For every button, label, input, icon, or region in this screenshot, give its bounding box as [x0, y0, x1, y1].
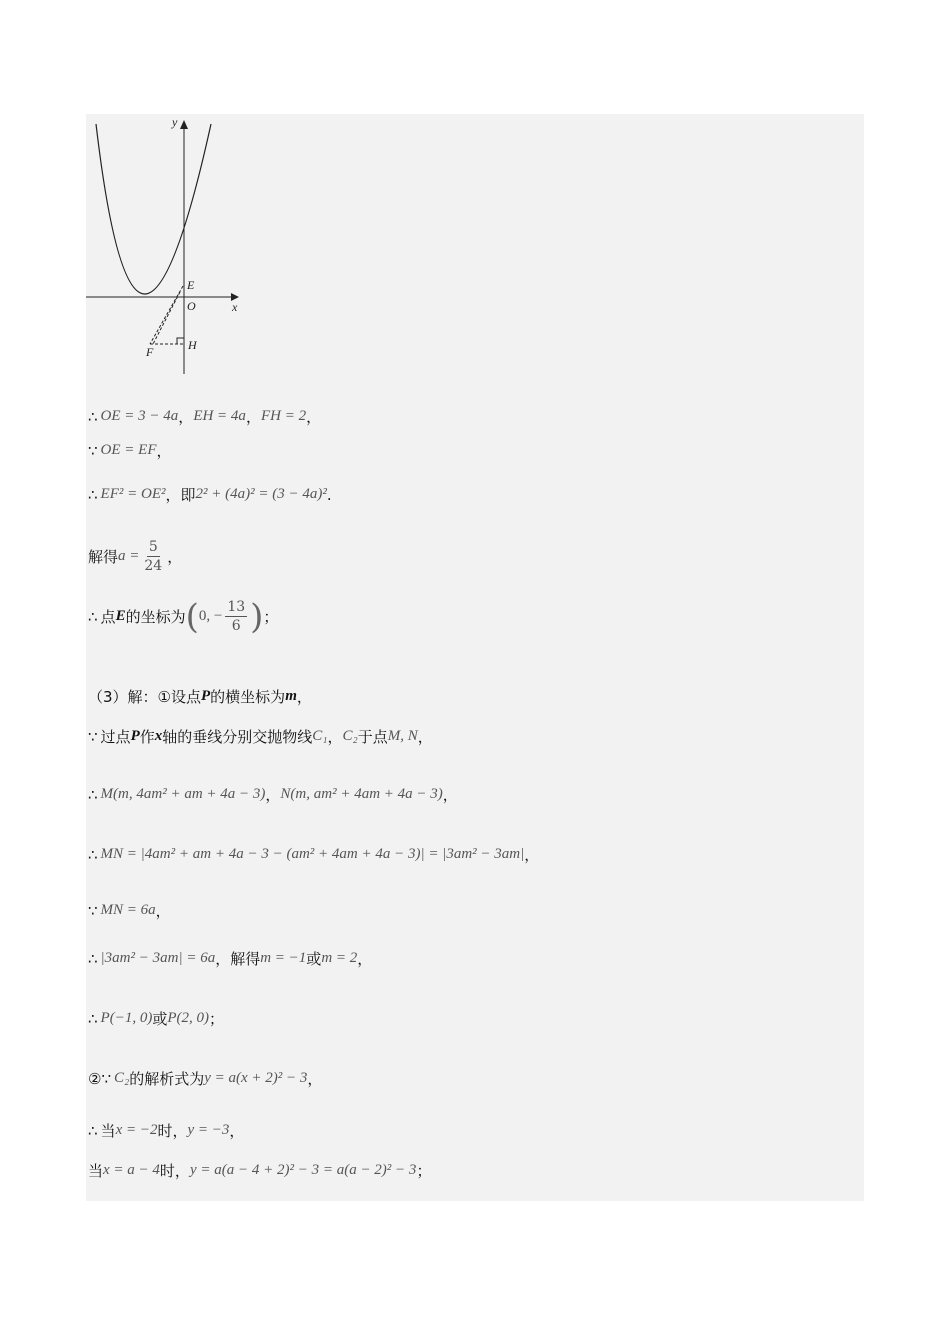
line-14 — [88, 1120, 244, 1141]
text-chuixian: 轴的垂线分别交抛物线 — [162, 728, 313, 746]
math-y-neg3: y = −3 — [187, 1122, 230, 1138]
line-3 — [88, 484, 332, 505]
text-dang: 当 — [88, 1162, 104, 1180]
text-jiexishi: 的解析式为 — [129, 1070, 205, 1088]
paren-open: ( — [185, 596, 199, 637]
solution-panel — [86, 114, 864, 1201]
end: ， — [524, 846, 540, 864]
math-point-n: N(m, am² + 4am + 4a − 3) — [280, 786, 443, 802]
end: ， — [442, 786, 458, 804]
math-c2: C₂ — [342, 728, 358, 744]
sep: ， — [178, 408, 194, 426]
end: ， — [417, 728, 433, 746]
math-a-eq: a = — [118, 548, 140, 564]
math-mn: M, N — [387, 728, 418, 744]
therefore-symbol: ∴ — [88, 407, 98, 426]
therefore-symbol: ∴ — [88, 485, 98, 504]
math-c2: C₂ — [114, 1070, 130, 1086]
numerator: 5 — [148, 539, 158, 555]
end: ； — [263, 608, 279, 626]
line-9 — [88, 844, 539, 865]
math-m-neg1: m = −1 — [260, 950, 307, 966]
math-ef-sq: EF² = OE² — [100, 486, 166, 502]
label-y: y — [172, 115, 178, 129]
math-coord: 0, − — [198, 608, 223, 624]
therefore-symbol: ∴ — [88, 845, 98, 864]
text-zuo: 作 — [139, 728, 155, 746]
text-heng: 的横坐标为 — [210, 688, 286, 706]
end: ； — [416, 1162, 432, 1180]
sep: ， — [245, 408, 261, 426]
label-e: E — [187, 278, 195, 292]
var-p: P — [201, 688, 211, 704]
end: ， — [167, 548, 183, 566]
y-axis-arrow — [180, 120, 188, 129]
therefore-symbol: ∴ — [88, 949, 98, 968]
therefore-symbol: ∴ — [88, 785, 98, 804]
parabola-figure — [86, 114, 256, 382]
part2-because-symbol: ②∵ — [88, 1069, 111, 1088]
segment-ef-2 — [153, 292, 180, 344]
line-15 — [88, 1160, 431, 1181]
denominator: 6 — [231, 618, 241, 634]
math-eh: EH = 4a — [193, 408, 246, 424]
math-equation: 2² + (4a)² = (3 − 4a)² — [195, 486, 327, 502]
end: ， — [156, 442, 172, 460]
line-10 — [88, 900, 171, 921]
text-yudian: 于点 — [357, 728, 388, 746]
paren-close: ) — [250, 596, 264, 637]
var-x: x — [154, 728, 163, 744]
end: ； — [209, 1010, 225, 1028]
because-symbol: ∵ — [88, 727, 98, 746]
line-2 — [88, 440, 172, 461]
end: ， — [296, 688, 312, 706]
line-7 — [88, 726, 433, 747]
math-mn-expr: MN = |4am² + am + 4a − 3 − (am² + 4am + 4a − 3)| = |3am² − 3am| — [100, 846, 525, 862]
label-x: x — [232, 300, 238, 314]
line-1 — [88, 406, 321, 427]
label-o: O — [187, 299, 196, 313]
math-p2: P(2, 0) — [167, 1010, 209, 1026]
text-dian: 点 — [100, 608, 116, 626]
numerator: 13 — [227, 599, 246, 615]
text-dang: 当 — [100, 1122, 116, 1140]
math-c1: C₁ — [312, 728, 328, 744]
therefore-symbol: ∴ — [88, 607, 98, 626]
therefore-symbol: ∴ — [88, 1009, 98, 1028]
text-huo: 或 — [306, 950, 322, 968]
math-y-expr: y = a(a − 4 + 2)² − 3 = a(a − 2)² − 3 — [189, 1162, 417, 1178]
math-m-2: m = 2 — [321, 950, 358, 966]
math-p1: P(−1, 0) — [100, 1010, 153, 1026]
end: ， — [306, 408, 322, 426]
math-mn-6a: MN = 6a — [100, 902, 156, 918]
text-huo: 或 — [152, 1010, 168, 1028]
label-f: F — [146, 345, 154, 359]
math-oe-ef: OE = EF — [100, 442, 157, 458]
line-5 — [88, 598, 278, 635]
because-symbol: ∵ — [88, 441, 98, 460]
text-jiede: 解得 — [88, 548, 119, 566]
fraction-5-24 — [142, 538, 164, 575]
right-angle-mark — [177, 338, 184, 344]
math-point-m: M(m, 4am² + am + 4a − 3) — [100, 786, 266, 802]
text-coord: 的坐标为 — [125, 608, 186, 626]
math-fh: FH = 2 — [260, 408, 307, 424]
end: ， — [307, 1070, 323, 1088]
segment-ef — [150, 286, 183, 344]
math-x-neg2: x = −2 — [115, 1122, 158, 1138]
fraction-13-6 — [225, 598, 247, 635]
end: ， — [229, 1122, 245, 1140]
line-12 — [88, 1008, 224, 1029]
var-e: E — [115, 608, 126, 624]
sep: ， — [265, 786, 281, 804]
var-p: P — [130, 728, 140, 744]
text-shi: 时， — [157, 1122, 188, 1140]
end: ， — [357, 950, 373, 968]
parabola-curve — [96, 124, 211, 294]
sep: ， — [327, 728, 343, 746]
text-guodian: 过点 — [100, 728, 131, 746]
var-m: m — [285, 688, 297, 704]
math-x-a-4: x = a − 4 — [103, 1162, 160, 1178]
math-oe: OE = 3 − 4a — [100, 408, 179, 424]
math-abs-eq: |3am² − 3am| = 6a — [100, 950, 216, 966]
end: . — [326, 485, 332, 504]
line-13 — [88, 1068, 322, 1089]
line-8 — [88, 784, 458, 805]
denominator: 24 — [144, 558, 163, 574]
text-part3: （3）解：①设点 — [88, 688, 201, 706]
text-jiede: ，解得 — [215, 950, 261, 968]
line-11 — [88, 948, 372, 969]
line-4 — [88, 538, 182, 575]
therefore-symbol: ∴ — [88, 1121, 98, 1140]
math-c2-formula: y = a(x + 2)² − 3 — [204, 1070, 308, 1086]
end: ， — [155, 902, 171, 920]
line-6 — [88, 686, 312, 707]
text-ji: ，即 — [165, 486, 196, 504]
because-symbol: ∵ — [88, 901, 98, 920]
label-h: H — [188, 338, 197, 352]
text-shi: 时， — [159, 1162, 190, 1180]
